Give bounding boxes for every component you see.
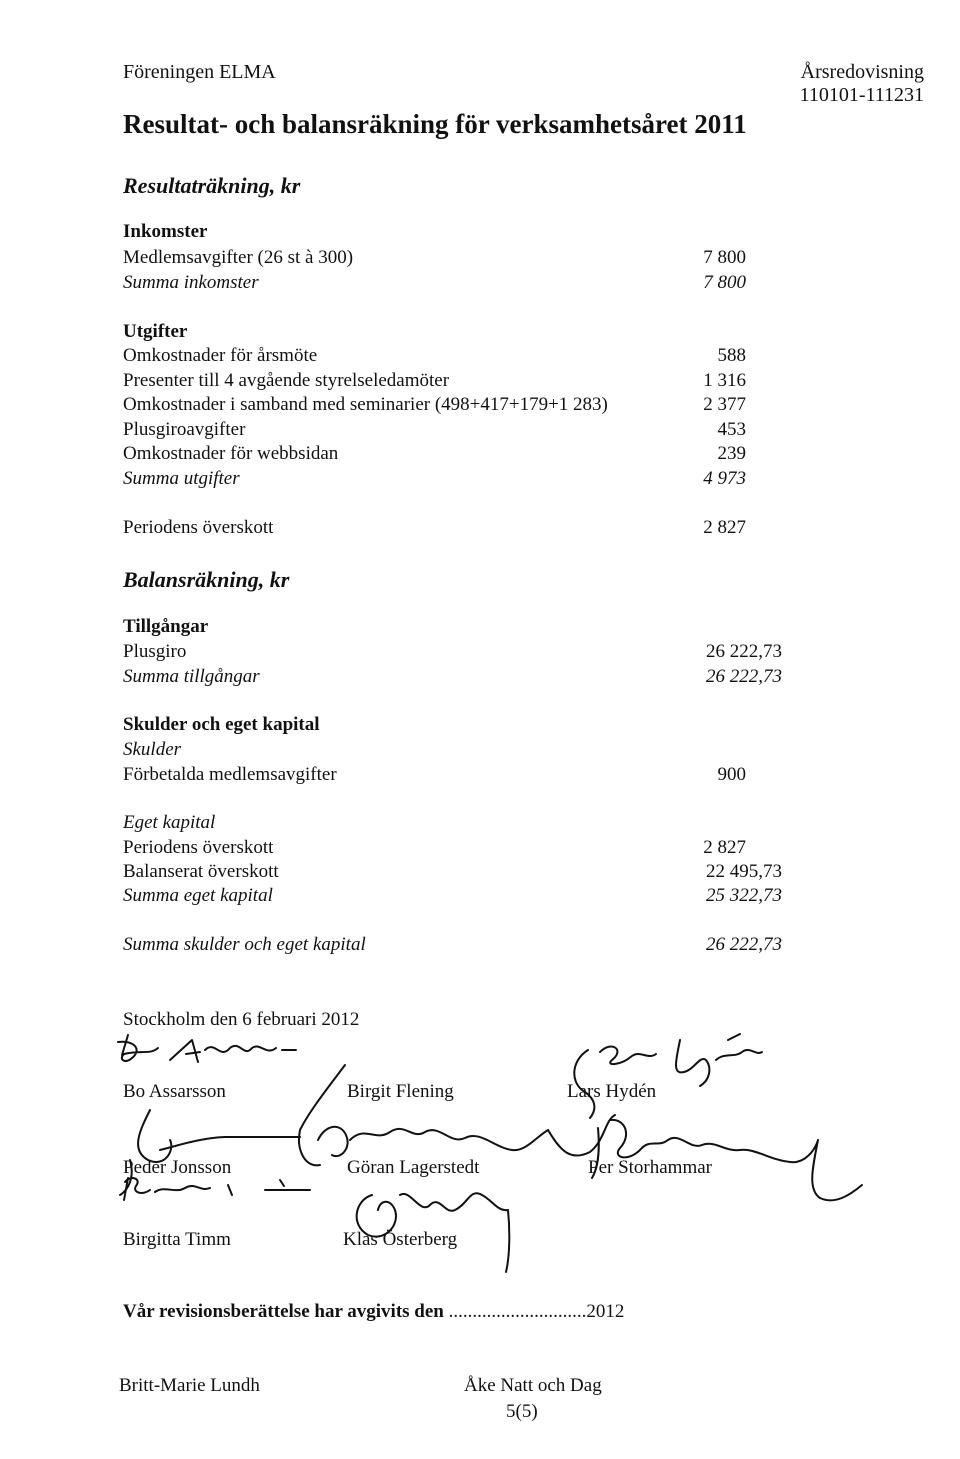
signatory-name: Lars Hydén [567, 1081, 657, 1102]
income-statement-heading: Resultaträkning, kr [123, 173, 301, 198]
grand-total-label: Summa skulder och eget kapital [123, 934, 366, 955]
equity-total-value: 25 322,73 [706, 885, 782, 906]
equity-heading: Eget kapital [123, 812, 216, 833]
row-label: Balanserat överskott [123, 861, 279, 882]
period: 110101-111231 [799, 84, 924, 106]
row-label: Presenter till 4 avgående styrelseledamöter [123, 370, 450, 391]
row-label: Omkostnader för webbsidan [123, 443, 339, 464]
row-label: Medlemsavgifter (26 st à 300) [123, 247, 354, 268]
page-number: 5(5) [506, 1401, 538, 1422]
income-total-value: 7 800 [703, 272, 746, 293]
signatory-name: Birgitta Timm [123, 1229, 231, 1250]
signatory-name: Göran Lagerstedt [347, 1157, 480, 1178]
signatory-name: Birgit Flening [347, 1081, 454, 1102]
page-title: Resultat- och balansräkning för verksamhetsåret 2011 [123, 109, 747, 139]
assets-heading: Tillgångar [123, 616, 209, 637]
expenses-heading: Utgifter [123, 321, 188, 342]
audit-statement-text: Vår revisionsberättelse har avgivits den [123, 1301, 444, 1322]
assets-total-value: 26 222,73 [706, 666, 782, 687]
audit-statement [123, 1302, 624, 1321]
row-label: Omkostnader för årsmöte [123, 345, 318, 366]
liabilities-equity-heading: Skulder och eget kapital [123, 714, 320, 735]
income-total-label: Summa inkomster [123, 272, 259, 293]
equity-total-label: Summa eget kapital [123, 885, 273, 906]
row-label: Omkostnader i samband med seminarier (498+417+179+1 283) [123, 394, 608, 415]
signatory-name: Peder Jonsson [123, 1157, 232, 1178]
row-label: Plusgiro [123, 641, 187, 662]
row-label: Plusgiroavgifter [123, 419, 246, 440]
expenses-total-value: 4 973 [703, 468, 746, 489]
row-label: Förbetalda medlemsavgifter [123, 764, 337, 785]
income-heading: Inkomster [123, 221, 208, 242]
row-value: 2 827 [703, 837, 746, 858]
row-value: 1 316 [703, 370, 746, 391]
place-date: Stockholm den 6 februari 2012 [123, 1009, 360, 1030]
auditor-name: Britt-Marie Lundh [119, 1375, 260, 1396]
doc-type: Årsredovisning [800, 61, 924, 83]
balance-sheet-heading: Balansräkning, kr [123, 567, 290, 592]
audit-year: 2012 [586, 1301, 625, 1322]
row-value: 239 [717, 443, 746, 464]
auditor-name: Åke Natt och Dag [464, 1375, 602, 1396]
row-value: 22 495,73 [706, 861, 782, 882]
row-value: 2 377 [703, 394, 746, 415]
signatory-name: Klas Österberg [343, 1229, 458, 1250]
row-value: 7 800 [703, 247, 746, 268]
assets-total-label: Summa tillgångar [123, 666, 260, 687]
row-value: 453 [717, 419, 746, 440]
expenses-total-label: Summa utgifter [123, 468, 240, 489]
result-label: Periodens överskott [123, 517, 274, 538]
row-label: Periodens överskott [123, 837, 274, 858]
row-value: 26 222,73 [706, 641, 782, 662]
signatory-name: Per Storhammar [588, 1157, 713, 1178]
result-value: 2 827 [703, 517, 746, 538]
audit-date-dots: ............................. [448, 1301, 587, 1322]
row-value: 900 [717, 764, 746, 785]
row-value: 588 [717, 345, 746, 366]
signatory-name: Bo Assarsson [123, 1081, 226, 1102]
grand-total-value: 26 222,73 [706, 934, 782, 955]
org-name: Föreningen ELMA [123, 61, 276, 83]
liabilities-heading: Skulder [123, 739, 182, 760]
